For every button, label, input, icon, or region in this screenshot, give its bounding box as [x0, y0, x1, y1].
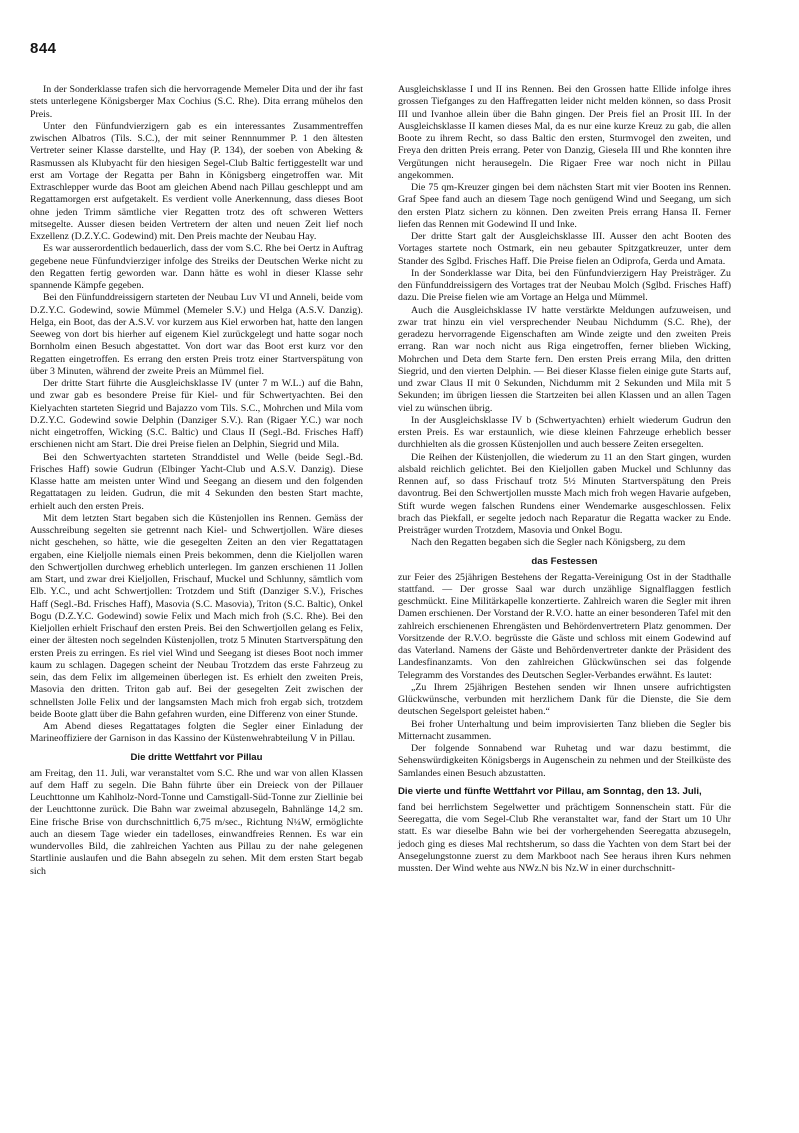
section-heading: Die dritte Wettfahrt vor Pillau: [130, 751, 263, 763]
paragraph: Unter den Fünfundvierzigern gab es ein interessantes Zusammentreffen zwischen Albatros (Tils. S.C.), der mit seiner Rennnummer P. 1 den ältesten Vertreter seiner Klasse darstellte, und Hay (P. 134), der soeben von Abeking & Rasmussen als Klubyacht für den hiesigen Segel-Club Baltic fertiggestellt war und erst am Vortage der Regatta per Bahn in Königsberg eingetroffen war. Mit Extraschlepper wurde das Boot am gleichen Abend nach Pillau geschleppt und am Regattamorgen erst aufgetakelt. Es verdient volle Anerkennung, dass dieses Boot ohne jeden Trimm sämtliche vier Regatten trotz des oft schweren Wetters mitsegelte. Ausser diesen beiden Vertretern der alten und neuen Zeit lief noch Exzellenz (D.Z.Y.C. Godewind) mit. Den Preis machte der Neubau Hay.: [30, 120, 363, 242]
paragraph: zur Feier des 25jährigen Bestehens der Regatta-Vereinigung Ost in der Stadthalle stattfand. — Der grosse Saal war durch unzählige Signalflaggen festlich geschmückt. Eine Militärkapelle konzertierte. Zahlreich waren die Segler mit ihren Damen erschienen. Der Vorstand der R.V.O. hatte an einer besonderen Tafel mit den zahlreich erschienenen Ehrengästen und Behördenvertretern Platz genommen. Der Vorsitzende der R.V.O. begrüsste die Gäste und schloss mit einem Godewind auf das Vaterland. Namens der Gäste und Behördenvertreter dankte der Präsident des Landesfinanzamts. Von den zahlreichen Glückwünschen sei das folgende Telegramm des Vorstandes des Deutschen Segler-Verbandes erwähnt. Es lautet:: [398, 571, 731, 681]
paragraph: Nach den Regatten begaben sich die Segler nach Königsberg, zu dem: [411, 537, 686, 549]
right-column: [398, 84, 731, 875]
paragraph: fand bei herrlichstem Segelwetter und prächtigem Sonnenschein statt. Für die Seeregatta, die vom Segel-Club Rhe veranstaltet war, fand der Start um 10 Uhr statt. Es war dieselbe Bahn wie bei der vorhergehenden Seeregatta abzusegeln, jedoch ging es dieses Mal rechtsherum, so dass die Yachten von dem Start bei der Ansegelungstonne zuerst zu dem Markboot nach See heraus ihren Kurs nehmen mussten. Der Wind wehte aus NWz.N bis Nz.W in einer durchschnitt-: [398, 801, 731, 874]
paragraph: Am Abend dieses Regattatages folgten die Segler einer Einladung der Marineoffiziere der Garnison in das Kassino der Küstenwehrabteilung V in Pillau.: [30, 721, 363, 745]
paragraph: Bei froher Unterhaltung und beim improvisierten Tanz blieben die Segler bis Mitternacht zusammen.: [398, 718, 731, 742]
paragraph: Der dritte Start galt der Ausgleichsklasse III. Ausser den acht Booten des Vortages startete noch Ostmark, ein neu gebauter Spitzgatkreuzer, unter dem Stander des Sglbd. Frisches Haff. Die Preise fielen an Odiprofa, Gerda und Amata.: [398, 231, 731, 267]
paragraph: Es war ausserordentlich bedauerlich, dass der vom S.C. Rhe bei Oertz in Auftrag gegebene neue Fünfundvierziger infolge des Streiks der Deutschen Werke nicht zu den Regatten fertig geworden war. Dann hätte es wohl in dieser Klasse sehr spannende Kämpfe gegeben.: [30, 243, 363, 291]
paragraph: In der Sonderklasse trafen sich die hervorragende Memeler Dita und der ihr fast stets unterlegene Königsberger Max Cochius (S.C. Rhe). Dita errang mühelos den Preis.: [30, 84, 363, 120]
paragraph: am Freitag, den 11. Juli, war veranstaltet vom S.C. Rhe und war von allen Klassen auf dem Haff zu segeln. Die Bahn führte über ein Dreieck von der Pillauer Leuchttonne um Kahlholz-Nord-Tonne und Camstigall-Süd-Tonne zur Ziellinie bei der Leuchttonne zurück. Die Bahn war zweimal abzusegeln, Bahnlänge 14,2 sm. Eine frische Brise von durchschnittlich 6,75 m/sec., Richtung N¼W, ermöglichte auch an diesem Tage wieder ein tadelloses, einwandfreies Rennen. Es war ein wundervolles Bild, die zahlreichen Yachten aus Pillau zu der nahe gelegenen Startlinie auslaufen und die Bahn absegeln zu sehen. Mit dem ersten Start begab sich: [30, 767, 363, 877]
section-heading: Die vierte und fünfte Wettfahrt vor Pillau, am Sonntag, den 13. Juli,: [398, 785, 702, 797]
page-number: 844: [30, 40, 57, 57]
paragraph: Der folgende Sonnabend war Ruhetag und war dazu bestimmt, die Sehenswürdigkeiten Königsbergs in Augenschein zu nehmen und der Steilküste des Samlandes einen Besuch abzustatten.: [398, 743, 731, 779]
paragraph: Die 75 qm-Kreuzer gingen bei dem nächsten Start mit vier Booten ins Rennen. Graf Spee fand auch an diesem Tage noch genügend Wind und Seegang, um sich den ersten Platz sichern zu können. Den zweiten Preis errang Hansa II. Ferner liefen das Rennen mit Godewind II und Inke.: [398, 182, 731, 230]
paragraph: Bei den Fünfunddreissigern starteten der Neubau Luv VI und Anneli, beide vom D.Z.Y.C. Godewind, sowie Mümmel (Memeler S.V.) und Helga (A.S.V. Danzig). Helga, ein Boot, das der A.S.V. vor kurzem aus Kiel erworben hat, hatte den langen Seeweg von dort bis hierher auf eigenem Kiel zurückgelegt und hatte sogar noch Bornholm einen Besuch abgestattet. Von dort war das Boot erst kurz vor den Regatten eingetroffen. Es errang den ersten Preis trotz einer Startverspätung von über 3 Minuten, während der zweite Preis an Mümmel fiel.: [30, 292, 363, 377]
section-heading: das Festessen: [531, 555, 598, 567]
paragraph: Der dritte Start führte die Ausgleichsklasse IV (unter 7 m W.L.) auf die Bahn, und zwar gab es besondere Preise für Kiel- und für Schwertyachten. Bei den Kielyachten starteten Siegrid und Bajazzo vom Tils. S.C., Mohrchen und Mila vom D.Z.Y.C. Godewind sowie Delphin (Danziger S.V.). Ran (Rigaer Y.C.) war noch nicht eingetroffen, Wicking (S.C. Baltic) und Claus II (Segl.-Bd. Frisches Haff) erschienen nicht am Start. Die drei Preise fielen an Delphin, Siegrid und Mila.: [30, 378, 363, 451]
paragraph: Mit dem letzten Start begaben sich die Küstenjollen ins Rennen. Gemäss der Ausschreibung segelten sie getrennt nach Kiel- und Schwertjollen. Wäre dieses nicht geschehen, so hätte, wie die gesegelten Zeiten an den vier Regattatagen ergaben, eine Kieljolle niemals einen Preis bekommen, denn die Kieljollen waren den Schwertjollen durchweg erheblich unterlegen. Im ganzen erschienen 11 Jollen am Start, und zwar drei Kieljollen, Frischauf, Muckel und Schlunny, sämtlich vom Elb. Y.C., und acht Schwertjollen: Trotzdem und Stift (Danziger S.V.), Frisches Haff (Segl.-Bd. Frisches Haff), Masovia (S.C. Masovia), Triton (S.C. Baltic), Onkel Bogu (D.Z.Y.C. Godewind) sowie Felix und Mach mich froh (S.C. Rhe). Bei den Kieljollen erhielt Frischauf den ersten Preis. Bei den Schwertjollen gelang es Felix, einer der ältesten noch segelnden Küstenjollen, trotz 5 Minuten Startverspätung den ersten Preis zu erringen. Es riel viel Wind und Seegang ist dieses Boot noch immer kaum zu schlagen. Dagegen scheint der Neubau Trotzdem das erste Fahrzeug zu sein, das dem Felix im allgemeinen überlegen ist. Es erhielt den zweiten Preis, Masovia den dritten. Triton gab auf. Bei der gesegelten Zeit zwischen der schnellsten Jolle Felix und der langsamsten Mach mich froh ergab sich, trotzdem beide Boote glatt über die Bahn gefahren wurden, eine Differenz von einer Stunde.: [30, 512, 363, 720]
paragraph: In der Sonderklasse war Dita, bei den Fünfundvierzigern Hay Preisträger. Zu den Fünfunddreissigern des Vortages trat der Neubau Molch (Sglbd. Frisches Haff) dazu. Die Preise fielen wie am Vortage an Helga und Mümmel.: [398, 267, 731, 304]
paragraph: In der Ausgleichsklasse IV b (Schwertyachten) erhielt wiederum Gudrun den ersten Preis. Es war erstaunlich, wie diese kleinen Fahrzeuge erheblich besser durchhielten als die grossen Küstenjollen und auch bessere Zeiten ersegelten.: [398, 414, 731, 451]
paragraph: „Zu Ihrem 25jährigen Bestehen senden wir Ihnen unsere aufrichtigsten Glückwünsche, verbunden mit herzlichem Dank für die Dienste, die Sie dem deutschen Segelsport geleistet haben.“: [398, 681, 731, 718]
paragraph: Bei den Schwertyachten starteten Stranddistel und Welle (beide Segl.-Bd. Frisches Haff) sowie Gudrun (Elbinger Yacht-Club und A.S.V. Danzig). Diese Klasse hatte am meisten unter Wind und Seegang an diesem und den folgenden Regattatagen zu leiden. Gudrun, die mit 4 Sekunden den besten Start machte, erhielt auch den ersten Preis.: [30, 451, 363, 512]
paragraph: Auch die Ausgleichsklasse IV hatte verstärkte Meldungen aufzuweisen, und zwar trat hinzu ein viel versprechender Neubau Nichdumm (S.C. Rhe), der geradezu hervorragende Eigenschaften am Winde zeigte und den zweiten Preis errang. Ran war noch nicht aus Riga eingetroffen, ferner blieben Wicking, Mohrchen und Deta dem Starte fern. Den ersten Preis errang Mila, den dritten Siegrid, und den vierten Delphin. — Bei dieser Klasse fielen einige gute Starts auf, und zwar Claus II mit 0 Sekunden, Nichdumm mit 2 Sekunden und Mila mit 5 Sekunden; im übrigen liessen die Startzeiten bei allen Klassen und an allen Tagen viel zu wünschen übrig.: [398, 304, 731, 414]
left-column: [30, 84, 363, 878]
paragraph: Die Reihen der Küstenjollen, die wiederum zu 11 an den Start gingen, wurden alsbald reichlich gelichtet. Bei den Kieljollen gaben Muckel und Schlunny das Rennen auf, so dass Frischauf trotz 5½ Minuten Startverspätung den Preis davontrug. Bei den Schwertjollen musste Mach mich froh wegen Havarie aufgeben, Stift wurde wegen falschen Rundens einer Wendemarke ausgeschlossen. Felix brach das Piekfall, er segelte jedoch nach Reparatur die Regatta wacker zu Ende. Preisträger wurden Trotzdem, Masovia und Onkel Bogu.: [398, 451, 731, 536]
paragraph: Ausgleichsklasse I und II ins Rennen. Bei den Grossen hatte Ellide infolge ihres grossen Tiefganges zu den Haffregatten leider nicht melden können, so dass Prosit III und Ivanhoe allein über die Bahn gingen. Der Preis fiel an Prosit III. In der Ausgleichsklasse II kamen dieses Mal, da es nur eine kurze Kreuz zu gab, die allen Boote zu ihrem Recht, so dass Baltic den ersten, Sturmvogel den zweiten, und Freya den dritten Preis errang. Peter von Danzig, Giesela III und Rhe konnten ihre Vergütungen nicht herausegeln. Die Rigaer Free war noch nicht in Pillau angekommen.: [398, 84, 731, 181]
